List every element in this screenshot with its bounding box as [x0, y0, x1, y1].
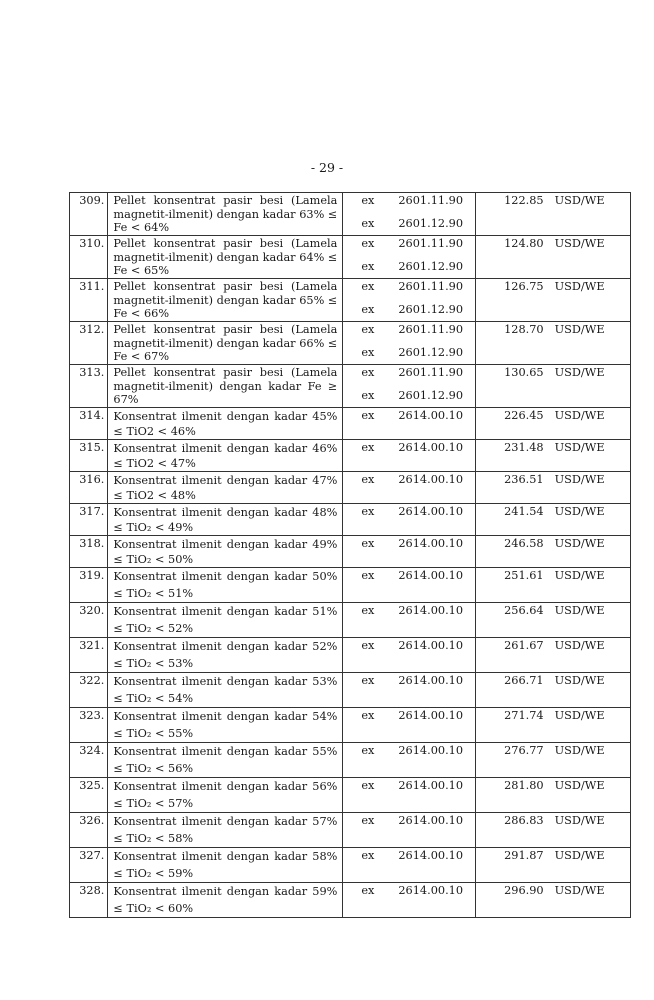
row-number: 320.	[70, 603, 108, 638]
price-value: 128.70	[504, 323, 544, 336]
price-line	[476, 603, 630, 618]
description-line: Konsentrat ilmenit dengan kadar 47%	[113, 474, 338, 487]
description-line: Fe < 64%	[113, 221, 170, 234]
item-description	[108, 603, 343, 638]
table-row	[70, 536, 631, 568]
price-cell	[475, 440, 630, 472]
description-line: Konsentrat ilmenit dengan kadar 53%	[113, 675, 338, 688]
hs-code: 2614.00.10	[398, 441, 464, 454]
table-row	[70, 568, 631, 603]
hs-code: 2614.00.10	[398, 409, 464, 422]
price-cell	[475, 883, 630, 918]
ex-marker: ex	[361, 280, 375, 293]
item-description	[108, 568, 343, 603]
table-row	[70, 708, 631, 743]
hs-code: 2601.11.90	[398, 280, 464, 293]
price-unit: USD/WE	[554, 473, 605, 486]
price-unit: USD/WE	[554, 849, 605, 862]
description-line: Pellet konsentrat pasir besi (Lamela	[113, 194, 338, 207]
price-cell	[475, 322, 630, 365]
price-cell	[475, 848, 630, 883]
hs-code-entry	[343, 365, 474, 380]
description-line: Konsentrat ilmenit dengan kadar 58%	[113, 850, 338, 863]
item-description	[108, 440, 343, 472]
price-value: 256.64	[504, 604, 544, 617]
hs-code-cell	[343, 408, 475, 440]
price-line	[476, 778, 630, 793]
price-unit: USD/WE	[554, 505, 605, 518]
description-line: Konsentrat ilmenit dengan kadar 48%	[113, 506, 338, 519]
hs-code-cell	[343, 638, 475, 673]
price-unit: USD/WE	[554, 409, 605, 422]
hs-code-entry	[343, 603, 474, 618]
table-row	[70, 848, 631, 883]
ex-marker: ex	[361, 779, 375, 792]
hs-code-cell	[343, 322, 475, 365]
row-number: 327.	[70, 848, 108, 883]
price-value: 271.74	[504, 709, 544, 722]
ex-marker: ex	[361, 849, 375, 862]
hs-code-cell	[343, 536, 475, 568]
hs-code: 2614.00.10	[398, 744, 464, 757]
table-row	[70, 279, 631, 322]
table-row	[70, 408, 631, 440]
hs-code-entry	[343, 848, 474, 863]
description-line: magnetit-ilmenit) dengan kadar 64% ≤	[113, 250, 338, 264]
hs-code: 2614.00.10	[398, 779, 464, 792]
hs-code-entry	[343, 440, 474, 455]
row-number: 326.	[70, 813, 108, 848]
price-line	[476, 638, 630, 653]
row-number: 321.	[70, 638, 108, 673]
price-value: 231.48	[504, 441, 544, 454]
description-line: ≤ TiO₂ < 59%	[113, 866, 194, 880]
description-line: Konsentrat ilmenit dengan kadar 57%	[113, 815, 338, 828]
hs-code-cell	[343, 673, 475, 708]
row-number: 323.	[70, 708, 108, 743]
description-line: Fe < 66%	[113, 307, 170, 320]
ex-marker: ex	[361, 323, 375, 336]
description-line: Pellet konsentrat pasir besi (Lamela	[113, 366, 338, 379]
price-line	[476, 236, 630, 251]
price-line	[476, 673, 630, 688]
description-line: Konsentrat ilmenit dengan kadar 51%	[113, 605, 338, 618]
price-value: 296.90	[504, 884, 544, 897]
hs-code: 2601.12.90	[398, 346, 464, 359]
ex-marker: ex	[361, 366, 375, 379]
hs-code-entry	[343, 472, 474, 487]
price-unit: USD/WE	[554, 709, 605, 722]
ex-marker: ex	[361, 537, 375, 550]
ex-marker: ex	[361, 639, 375, 652]
price-unit: USD/WE	[554, 884, 605, 897]
description-line: ≤ TiO₂ < 50%	[113, 553, 194, 566]
item-description	[108, 883, 343, 918]
item-description	[108, 638, 343, 673]
ex-marker: ex	[361, 346, 375, 359]
description-line: ≤ TiO₂ < 53%	[113, 656, 194, 670]
row-number: 328.	[70, 883, 108, 918]
hs-code: 2614.00.10	[398, 674, 464, 687]
item-description	[108, 813, 343, 848]
table-row	[70, 193, 631, 236]
description-line: ≤ TiO2 < 48%	[113, 489, 196, 502]
item-description	[108, 708, 343, 743]
hs-code-entry	[343, 302, 474, 317]
price-cell	[475, 603, 630, 638]
ex-marker: ex	[361, 505, 375, 518]
price-cell	[475, 743, 630, 778]
hs-code: 2614.00.10	[398, 473, 464, 486]
hs-code-cell	[343, 708, 475, 743]
price-cell	[475, 236, 630, 279]
price-line	[476, 568, 630, 583]
description-line: Konsentrat ilmenit dengan kadar 50%	[113, 570, 338, 583]
price-cell	[475, 673, 630, 708]
item-description	[108, 848, 343, 883]
price-unit: USD/WE	[554, 569, 605, 582]
description-line: ≤ TiO2 < 46%	[113, 425, 196, 438]
description-line: Fe < 67%	[113, 350, 170, 363]
hs-code: 2614.00.10	[398, 709, 464, 722]
hs-code-cell	[343, 236, 475, 279]
price-line	[476, 279, 630, 294]
description-line: magnetit-ilmenit) dengan kadar 63% ≤	[113, 207, 338, 221]
hs-code-cell	[343, 743, 475, 778]
price-line	[476, 408, 630, 423]
description-line: ≤ TiO₂ < 54%	[113, 691, 194, 705]
price-value: 124.80	[504, 237, 544, 250]
description-line: Konsentrat ilmenit dengan kadar 49%	[113, 538, 338, 551]
description-line: Konsentrat ilmenit dengan kadar 59%	[113, 885, 338, 898]
price-unit: USD/WE	[554, 441, 605, 454]
hs-code: 2614.00.10	[398, 569, 464, 582]
row-number: 309.	[70, 193, 108, 236]
page-number: - 29 -	[310, 160, 344, 175]
table-row	[70, 883, 631, 918]
hs-code-cell	[343, 365, 475, 408]
hs-code-entry	[343, 216, 474, 231]
ex-marker: ex	[361, 260, 375, 273]
price-line	[476, 883, 630, 898]
description-line: Pellet konsentrat pasir besi (Lamela	[113, 237, 338, 250]
item-description	[108, 408, 343, 440]
description-line: ≤ TiO₂ < 57%	[113, 796, 194, 810]
row-number: 319.	[70, 568, 108, 603]
hs-code: 2614.00.10	[398, 849, 464, 862]
ex-marker: ex	[361, 814, 375, 827]
price-cell	[475, 568, 630, 603]
row-number: 315.	[70, 440, 108, 472]
hs-code-entry	[343, 536, 474, 551]
hs-code-entry	[343, 279, 474, 294]
price-line	[476, 708, 630, 723]
price-unit: USD/WE	[554, 604, 605, 617]
price-unit: USD/WE	[554, 280, 605, 293]
hs-code: 2614.00.10	[398, 604, 464, 617]
price-cell	[475, 279, 630, 322]
ex-marker: ex	[361, 409, 375, 422]
ex-marker: ex	[361, 389, 375, 402]
item-description	[108, 322, 343, 365]
price-cell	[475, 193, 630, 236]
row-number: 316.	[70, 472, 108, 504]
row-number: 310.	[70, 236, 108, 279]
row-number: 311.	[70, 279, 108, 322]
description-line: ≤ TiO₂ < 60%	[113, 901, 194, 915]
item-description	[108, 472, 343, 504]
row-number: 312.	[70, 322, 108, 365]
ex-marker: ex	[361, 473, 375, 486]
hs-code-cell	[343, 603, 475, 638]
price-line	[476, 472, 630, 487]
price-line	[476, 813, 630, 828]
hs-code-entry	[343, 568, 474, 583]
description-line: magnetit-ilmenit) dengan kadar 65% ≤	[113, 293, 338, 307]
table-row	[70, 813, 631, 848]
row-number: 324.	[70, 743, 108, 778]
price-unit: USD/WE	[554, 537, 605, 550]
price-value: 130.65	[504, 366, 544, 379]
price-value: 126.75	[504, 280, 544, 293]
price-value: 281.80	[504, 779, 544, 792]
table-row	[70, 743, 631, 778]
hs-code-entry	[343, 673, 474, 688]
hs-code: 2614.00.10	[398, 814, 464, 827]
item-description	[108, 673, 343, 708]
price-line	[476, 848, 630, 863]
hs-code-entry	[343, 813, 474, 828]
price-cell	[475, 708, 630, 743]
hs-code: 2601.12.90	[398, 260, 464, 273]
price-value: 241.54	[504, 505, 544, 518]
table-row	[70, 673, 631, 708]
hs-code-cell	[343, 440, 475, 472]
hs-code-cell	[343, 568, 475, 603]
price-line	[476, 365, 630, 380]
price-cell	[475, 813, 630, 848]
table-row	[70, 365, 631, 408]
hs-code-entry	[343, 708, 474, 723]
ex-marker: ex	[361, 194, 375, 207]
ex-marker: ex	[361, 303, 375, 316]
description-line: 67%	[113, 393, 139, 406]
price-value: 226.45	[504, 409, 544, 422]
hs-code-cell	[343, 193, 475, 236]
hs-code-cell	[343, 472, 475, 504]
hs-code: 2601.11.90	[398, 323, 464, 336]
item-description	[108, 778, 343, 813]
hs-code-entry	[343, 408, 474, 423]
price-unit: USD/WE	[554, 194, 605, 207]
ex-marker: ex	[361, 744, 375, 757]
table-row	[70, 472, 631, 504]
price-unit: USD/WE	[554, 237, 605, 250]
hs-code-entry	[343, 504, 474, 519]
price-value: 266.71	[504, 674, 544, 687]
table-row	[70, 322, 631, 365]
price-value: 246.58	[504, 537, 544, 550]
hs-code: 2601.11.90	[398, 366, 464, 379]
price-line	[476, 504, 630, 519]
row-number: 317.	[70, 504, 108, 536]
row-number: 318.	[70, 536, 108, 568]
item-description	[108, 365, 343, 408]
hs-code-entry	[343, 778, 474, 793]
price-cell	[475, 408, 630, 440]
description-line: magnetit-ilmenit) dengan kadar 66% ≤	[113, 336, 338, 350]
description-line: Pellet konsentrat pasir besi (Lamela	[113, 280, 338, 293]
row-number: 314.	[70, 408, 108, 440]
price-line	[476, 193, 630, 208]
table-row	[70, 236, 631, 279]
price-cell	[475, 365, 630, 408]
price-unit: USD/WE	[554, 639, 605, 652]
hs-code-cell	[343, 848, 475, 883]
hs-code: 2614.00.10	[398, 537, 464, 550]
hs-code: 2601.12.90	[398, 303, 464, 316]
description-line: ≤ TiO₂ < 52%	[113, 621, 194, 635]
row-number: 325.	[70, 778, 108, 813]
description-line: Pellet konsentrat pasir besi (Lamela	[113, 323, 338, 336]
price-value: 122.85	[504, 194, 544, 207]
description-line: Konsentrat ilmenit dengan kadar 45%	[113, 410, 338, 423]
item-description	[108, 743, 343, 778]
hs-code-cell	[343, 778, 475, 813]
price-line	[476, 440, 630, 455]
ex-marker: ex	[361, 441, 375, 454]
price-table	[69, 192, 631, 918]
hs-code-cell	[343, 883, 475, 918]
description-line: Konsentrat ilmenit dengan kadar 46%	[113, 442, 338, 455]
price-table-body	[70, 193, 631, 918]
price-line	[476, 536, 630, 551]
hs-code: 2614.00.10	[398, 884, 464, 897]
item-description	[108, 236, 343, 279]
hs-code-entry	[343, 193, 474, 208]
table-row	[70, 603, 631, 638]
hs-code-cell	[343, 504, 475, 536]
table-row	[70, 440, 631, 472]
price-line	[476, 322, 630, 337]
description-line: ≤ TiO₂ < 51%	[113, 586, 194, 600]
description-line: ≤ TiO₂ < 55%	[113, 726, 194, 740]
item-description	[108, 504, 343, 536]
price-unit: USD/WE	[554, 814, 605, 827]
item-description	[108, 193, 343, 236]
ex-marker: ex	[361, 604, 375, 617]
hs-code-entry	[343, 388, 474, 403]
price-unit: USD/WE	[554, 366, 605, 379]
price-cell	[475, 778, 630, 813]
description-line: Fe < 65%	[113, 264, 170, 277]
description-line: ≤ TiO₂ < 49%	[113, 521, 194, 534]
hs-code-cell	[343, 279, 475, 322]
item-description	[108, 536, 343, 568]
hs-code-entry	[343, 883, 474, 898]
hs-code-entry	[343, 345, 474, 360]
hs-code: 2614.00.10	[398, 505, 464, 518]
table-row	[70, 778, 631, 813]
price-unit: USD/WE	[554, 779, 605, 792]
table-row	[70, 638, 631, 673]
hs-code-entry	[343, 322, 474, 337]
hs-code-cell	[343, 813, 475, 848]
ex-marker: ex	[361, 217, 375, 230]
description-line: ≤ TiO₂ < 58%	[113, 831, 194, 845]
hs-code-entry	[343, 638, 474, 653]
price-line	[476, 743, 630, 758]
hs-code: 2601.12.90	[398, 217, 464, 230]
price-unit: USD/WE	[554, 323, 605, 336]
hs-code-entry	[343, 236, 474, 251]
ex-marker: ex	[361, 237, 375, 250]
description-line: Konsentrat ilmenit dengan kadar 55%	[113, 745, 338, 758]
price-value: 286.83	[504, 814, 544, 827]
description-line: Konsentrat ilmenit dengan kadar 52%	[113, 640, 338, 653]
price-value: 236.51	[504, 473, 544, 486]
item-description	[108, 279, 343, 322]
table-row	[70, 504, 631, 536]
hs-code-entry	[343, 259, 474, 274]
ex-marker: ex	[361, 709, 375, 722]
row-number: 322.	[70, 673, 108, 708]
price-cell	[475, 504, 630, 536]
description-line: Konsentrat ilmenit dengan kadar 54%	[113, 710, 338, 723]
description-line: magnetit-ilmenit) dengan kadar Fe ≥	[113, 379, 338, 393]
ex-marker: ex	[361, 884, 375, 897]
price-value: 291.87	[504, 849, 544, 862]
price-value: 261.67	[504, 639, 544, 652]
ex-marker: ex	[361, 674, 375, 687]
price-unit: USD/WE	[554, 674, 605, 687]
description-line: ≤ TiO₂ < 56%	[113, 761, 194, 775]
hs-code-entry	[343, 743, 474, 758]
price-cell	[475, 536, 630, 568]
hs-code: 2601.12.90	[398, 389, 464, 402]
description-line: ≤ TiO2 < 47%	[113, 457, 196, 470]
price-cell	[475, 638, 630, 673]
description-line: Konsentrat ilmenit dengan kadar 56%	[113, 780, 338, 793]
row-number: 313.	[70, 365, 108, 408]
hs-code: 2601.11.90	[398, 237, 464, 250]
price-cell	[475, 472, 630, 504]
ex-marker: ex	[361, 569, 375, 582]
price-value: 251.61	[504, 569, 544, 582]
price-value: 276.77	[504, 744, 544, 757]
hs-code: 2614.00.10	[398, 639, 464, 652]
hs-code: 2601.11.90	[398, 194, 464, 207]
price-unit: USD/WE	[554, 744, 605, 757]
